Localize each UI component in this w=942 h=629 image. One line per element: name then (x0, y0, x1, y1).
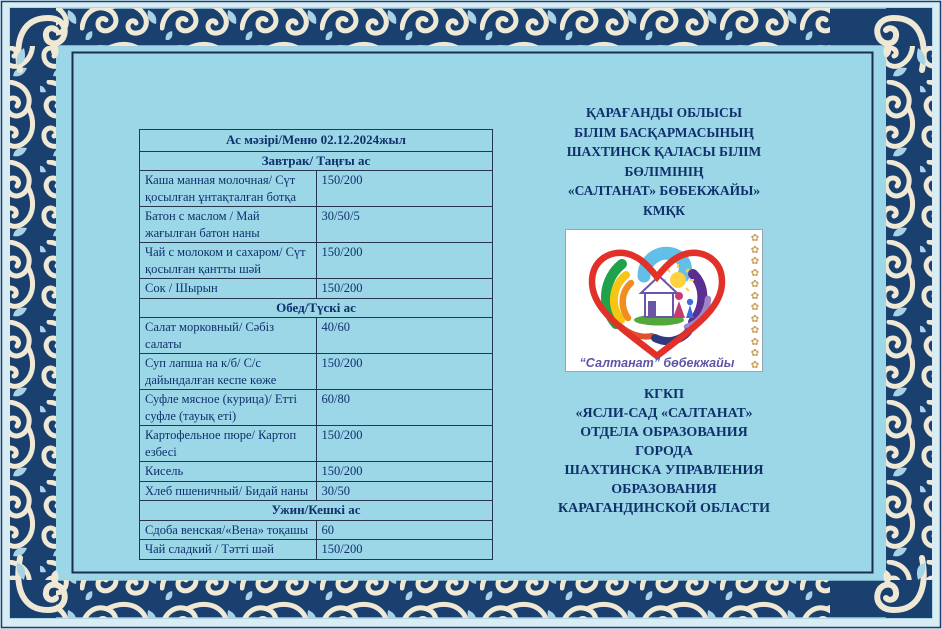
dish-name: Сдоба венская/«Вена» тоқашы (140, 520, 317, 540)
dish-name: Кисель (140, 462, 317, 482)
dish-portion: 150/200 (316, 354, 493, 390)
dish-portion: 60 (316, 520, 493, 540)
dish-portion: 150/200 (316, 171, 493, 207)
org-header-line: БӨЛІМІНІҢ (624, 163, 704, 179)
table-row (140, 540, 493, 560)
menu-table (139, 129, 493, 560)
table-row (140, 207, 493, 243)
dish-name: Хлеб пшеничный/ Бидай наны (140, 481, 317, 501)
table-row (140, 390, 493, 426)
dish-portion: 30/50/5 (316, 207, 493, 243)
table-row (140, 318, 493, 354)
dish-portion: 150/200 (316, 462, 493, 482)
org-header-line: ҚАРАҒАНДЫ ОБЛЫСЫ (586, 105, 742, 120)
dish-name: Чай с молоком и сахаром/ Сүт қосылған қантты шәй (140, 243, 317, 279)
org-header-line: ШАХТИНСК ҚАЛАСЫ БІЛІМ (566, 144, 762, 159)
heart-logo (566, 230, 748, 371)
dish-name: Картофельное пюре/ Картоп езбесі (140, 426, 317, 462)
kindergarten-logo (565, 229, 763, 372)
org-footer-line: ОБРАЗОВАНИЯ (611, 482, 717, 497)
table-row (140, 520, 493, 540)
dish-name: Чай сладкий / Тәтті шәй (140, 540, 317, 560)
section-heading-dinner: Ужин/Кешкі ас (140, 501, 493, 521)
org-footer-line: ШАХТИНСКА УПРАВЛЕНИЯ (564, 463, 764, 478)
dish-name: Суп лапша на к/б/ С/с дайындалған кеспе көже (140, 354, 317, 390)
org-footer-line: «ЯСЛИ-САД «САЛТАНАТ» (575, 406, 753, 421)
section-row-lunch (140, 298, 493, 318)
menu-title-row (140, 130, 493, 152)
dish-portion: 150/200 (316, 279, 493, 299)
org-header (514, 103, 814, 220)
dish-portion: 150/200 (316, 243, 493, 279)
dish-name: Каша манная молочная/ Сүт қосылған ұнтақталған ботқа (140, 171, 317, 207)
dish-name: Суфле мясное (курица)/ Етті суфле (тауық еті) (140, 390, 317, 426)
section-heading-breakfast: Завтрак/ Таңғы ас (140, 151, 493, 171)
org-header-line: «САЛТАНАТ» БӨБЕКЖАЙЫ» (567, 183, 761, 198)
org-footer (514, 385, 814, 518)
dish-name: Батон с маслом / Май жағылған батон наны (140, 207, 317, 243)
org-header-line: БІЛІМ БАСҚАРМАСЫНЫҢ (574, 124, 754, 140)
org-header-line: КМҚК (642, 202, 686, 218)
section-row-dinner (140, 501, 493, 521)
table-row (140, 171, 493, 207)
table-row (140, 462, 493, 482)
logo-caption: “Салтанат” бөбекжайы (579, 356, 735, 370)
dish-name: Сок / Шырын (140, 279, 317, 299)
org-footer-line: КГКП (643, 387, 685, 402)
org-footer-line: ГОРОДА (635, 444, 693, 459)
table-row (140, 481, 493, 501)
menu-title: Ас мәзірі/Меню 02.12.2024жыл (140, 130, 493, 152)
dish-name: Салат морковный/ Сәбіз салаты (140, 318, 317, 354)
section-heading-lunch: Обед/Түскі ас (140, 298, 493, 318)
table-row (140, 426, 493, 462)
orange-swoosh-icon (623, 283, 631, 318)
org-footer-line: КАРАГАНДИНСКОЙ ОБЛАСТИ (557, 501, 771, 516)
dish-portion: 30/50 (316, 481, 493, 501)
flower-ornament-strip: ✿✿✿✿✿✿✿✿✿✿✿✿ (750, 233, 760, 371)
table-row (140, 354, 493, 390)
dish-portion: 60/80 (316, 390, 493, 426)
family-figures-icon (673, 292, 694, 318)
org-footer-line: ОТДЕЛА ОБРАЗОВАНИЯ (580, 425, 748, 440)
table-row (140, 243, 493, 279)
table-row (140, 279, 493, 299)
dish-portion: 150/200 (316, 426, 493, 462)
section-row-breakfast (140, 151, 493, 171)
dish-portion: 40/60 (316, 318, 493, 354)
dish-portion: 150/200 (316, 540, 493, 560)
